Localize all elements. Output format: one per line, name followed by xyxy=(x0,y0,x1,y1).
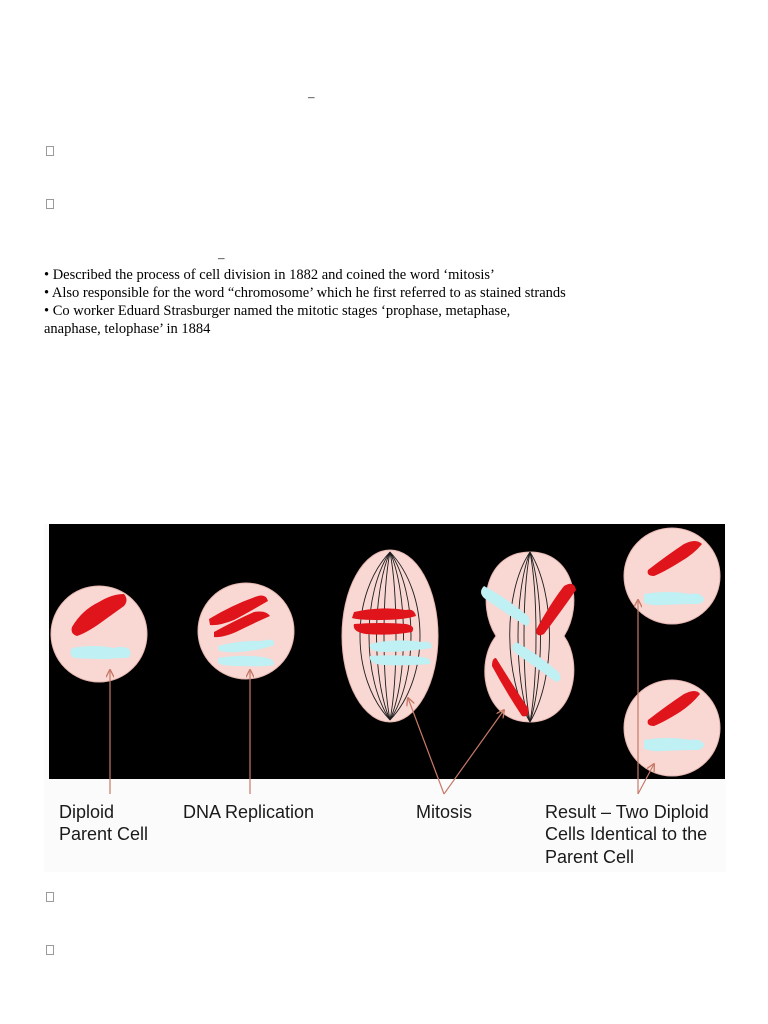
bullet-list xyxy=(44,266,644,338)
caption-result-line1: Result – Two Diploid xyxy=(545,802,709,822)
caption-diploid-line2: Parent Cell xyxy=(59,824,149,844)
metaphase-cell xyxy=(342,550,438,722)
caption-dna-replication: DNA Replication xyxy=(183,802,315,822)
replicated-cell xyxy=(198,583,294,679)
caption-mitosis: Mitosis xyxy=(416,802,473,822)
caption-diploid-line1: Diploid xyxy=(59,802,115,822)
missing-glyph-icon xyxy=(46,892,54,902)
bullet-line: anaphase, telophase’ in 1884 xyxy=(44,321,211,337)
caption-result-line3: Parent Cell xyxy=(545,847,635,867)
anaphase-cell xyxy=(481,552,576,722)
caption-result-line2: Cells Identical to the xyxy=(545,824,708,844)
missing-glyph-icon xyxy=(46,199,54,209)
bullet-line: • Described the process of cell division in 1882 and coined the word ‘mitosis’ xyxy=(44,267,495,283)
missing-glyph-icon xyxy=(46,945,54,955)
missing-glyph-icon xyxy=(46,146,54,156)
heading-dash-1: – xyxy=(308,89,315,104)
parent-cell xyxy=(51,586,147,682)
bullet-line: • Co worker Eduard Strasburger named the mitotic stages ‘prophase, metaphase, xyxy=(44,303,511,319)
bullet-line: • Also responsible for the word “chromosome’ which he first referred to as stained strands xyxy=(44,285,566,301)
mitosis-diagram xyxy=(44,524,726,872)
heading-dash-2: – xyxy=(218,250,225,265)
